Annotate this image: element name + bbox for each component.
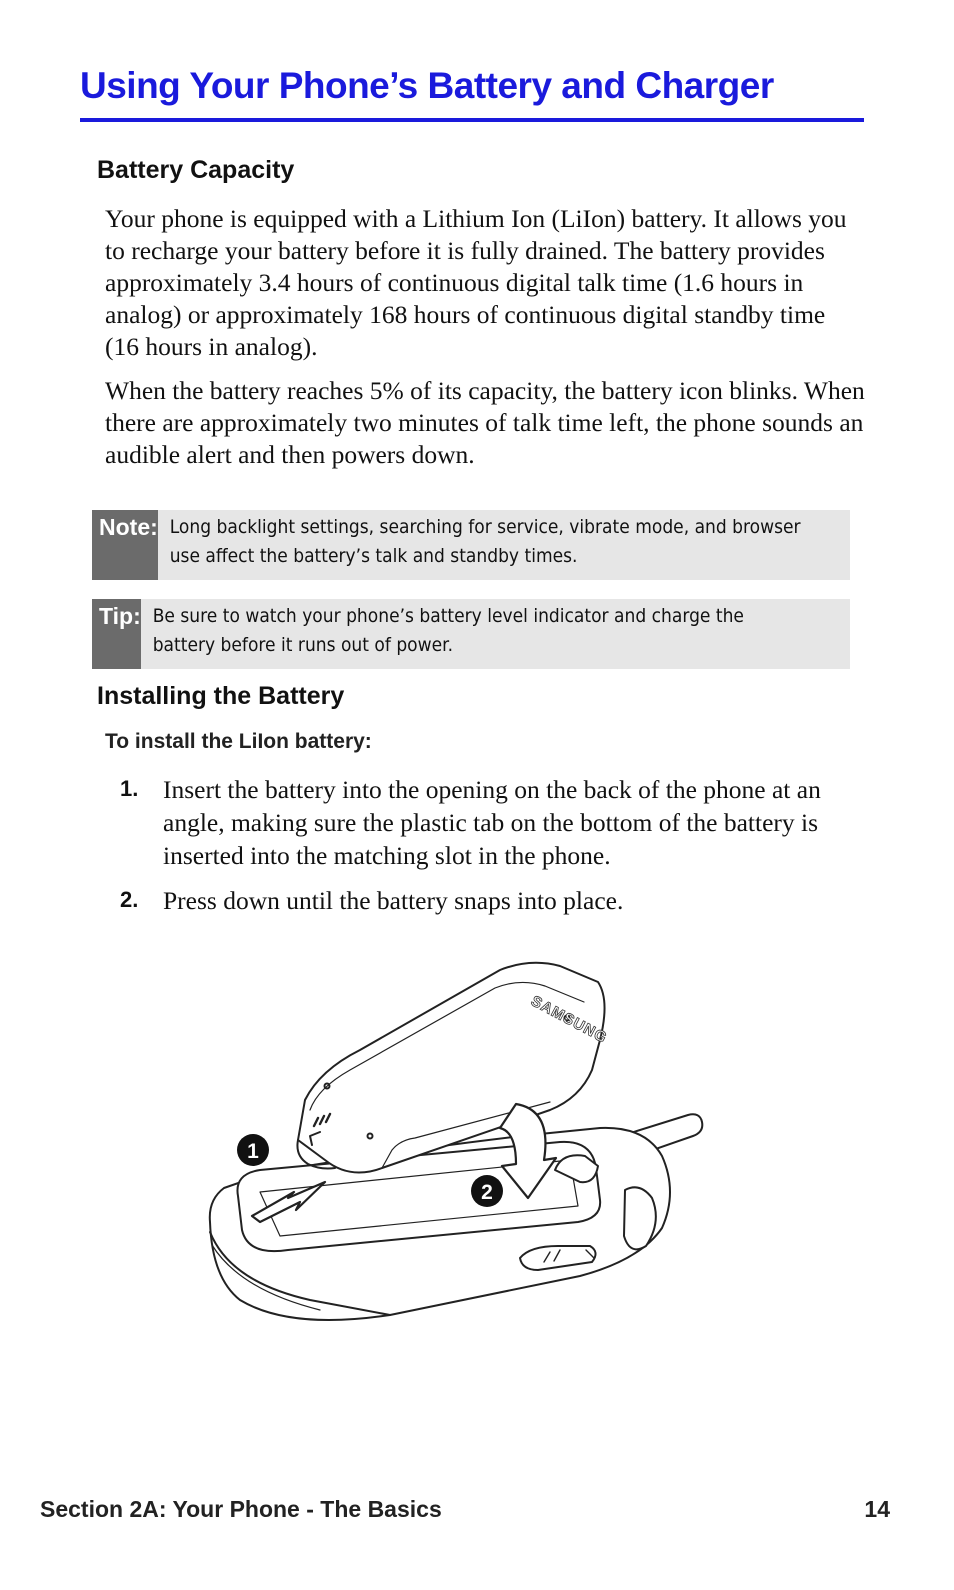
note-label: Note: — [92, 510, 158, 580]
battery-capacity-heading: Battery Capacity — [97, 156, 295, 184]
procedure-title: To install the LiIon battery: — [105, 730, 372, 753]
step-marker-1 — [237, 1134, 269, 1166]
note-callout — [92, 510, 850, 580]
brand-text: SAMSUNG — [528, 992, 610, 1047]
battery-capacity-paragraph-1: Your phone is equipped with a Lithium Ion (LiIon) battery. It allows you to recharge your battery before it is fully drained. The battery provides approximately 3.4 hours of continuous digital talk time (1.6 hours in analog) or approximately 168 hours of continuous digital standby time (16 hours in analog). — [105, 204, 847, 361]
footer-section-title: Section 2A: Your Phone - The Basics — [40, 1496, 442, 1522]
step-text: Insert the battery into the opening on the back of the phone at an angle, making sure the plastic tab on the bottom of the battery is inserted into the matching slot in the phone. — [163, 775, 821, 870]
page-footer — [40, 1496, 890, 1523]
install-step — [120, 773, 865, 872]
battery-installation-illustration — [200, 960, 720, 1340]
svg-text:2: 2 — [481, 1181, 493, 1204]
tip-text: Be sure to watch your phone’s battery level indicator and charge the battery before it runs out of power. — [152, 605, 744, 656]
tip-callout — [92, 599, 850, 669]
installing-battery-heading: Installing the Battery — [97, 682, 345, 710]
page-title: Using Your Phone’s Battery and Charger — [80, 64, 864, 122]
tip-label: Tip: — [92, 599, 141, 669]
step-marker-2 — [471, 1175, 503, 1207]
svg-text:1: 1 — [247, 1140, 259, 1163]
install-steps-list — [120, 773, 865, 929]
step-number: 1. — [120, 776, 139, 801]
battery-capacity-paragraph-2: When the battery reaches 5% of its capacity, the battery icon blinks. When there are approximately two minutes of talk time left, the phone sounds an audible alert and then powers down. — [105, 376, 865, 469]
note-text: Long backlight settings, searching for service, vibrate mode, and browser use affect the battery’s talk and standby times. — [169, 516, 801, 567]
footer-page-number: 14 — [864, 1496, 890, 1522]
install-step — [120, 884, 865, 917]
step-number: 2. — [120, 887, 139, 912]
step-text: Press down until the battery snaps into place. — [163, 886, 624, 915]
